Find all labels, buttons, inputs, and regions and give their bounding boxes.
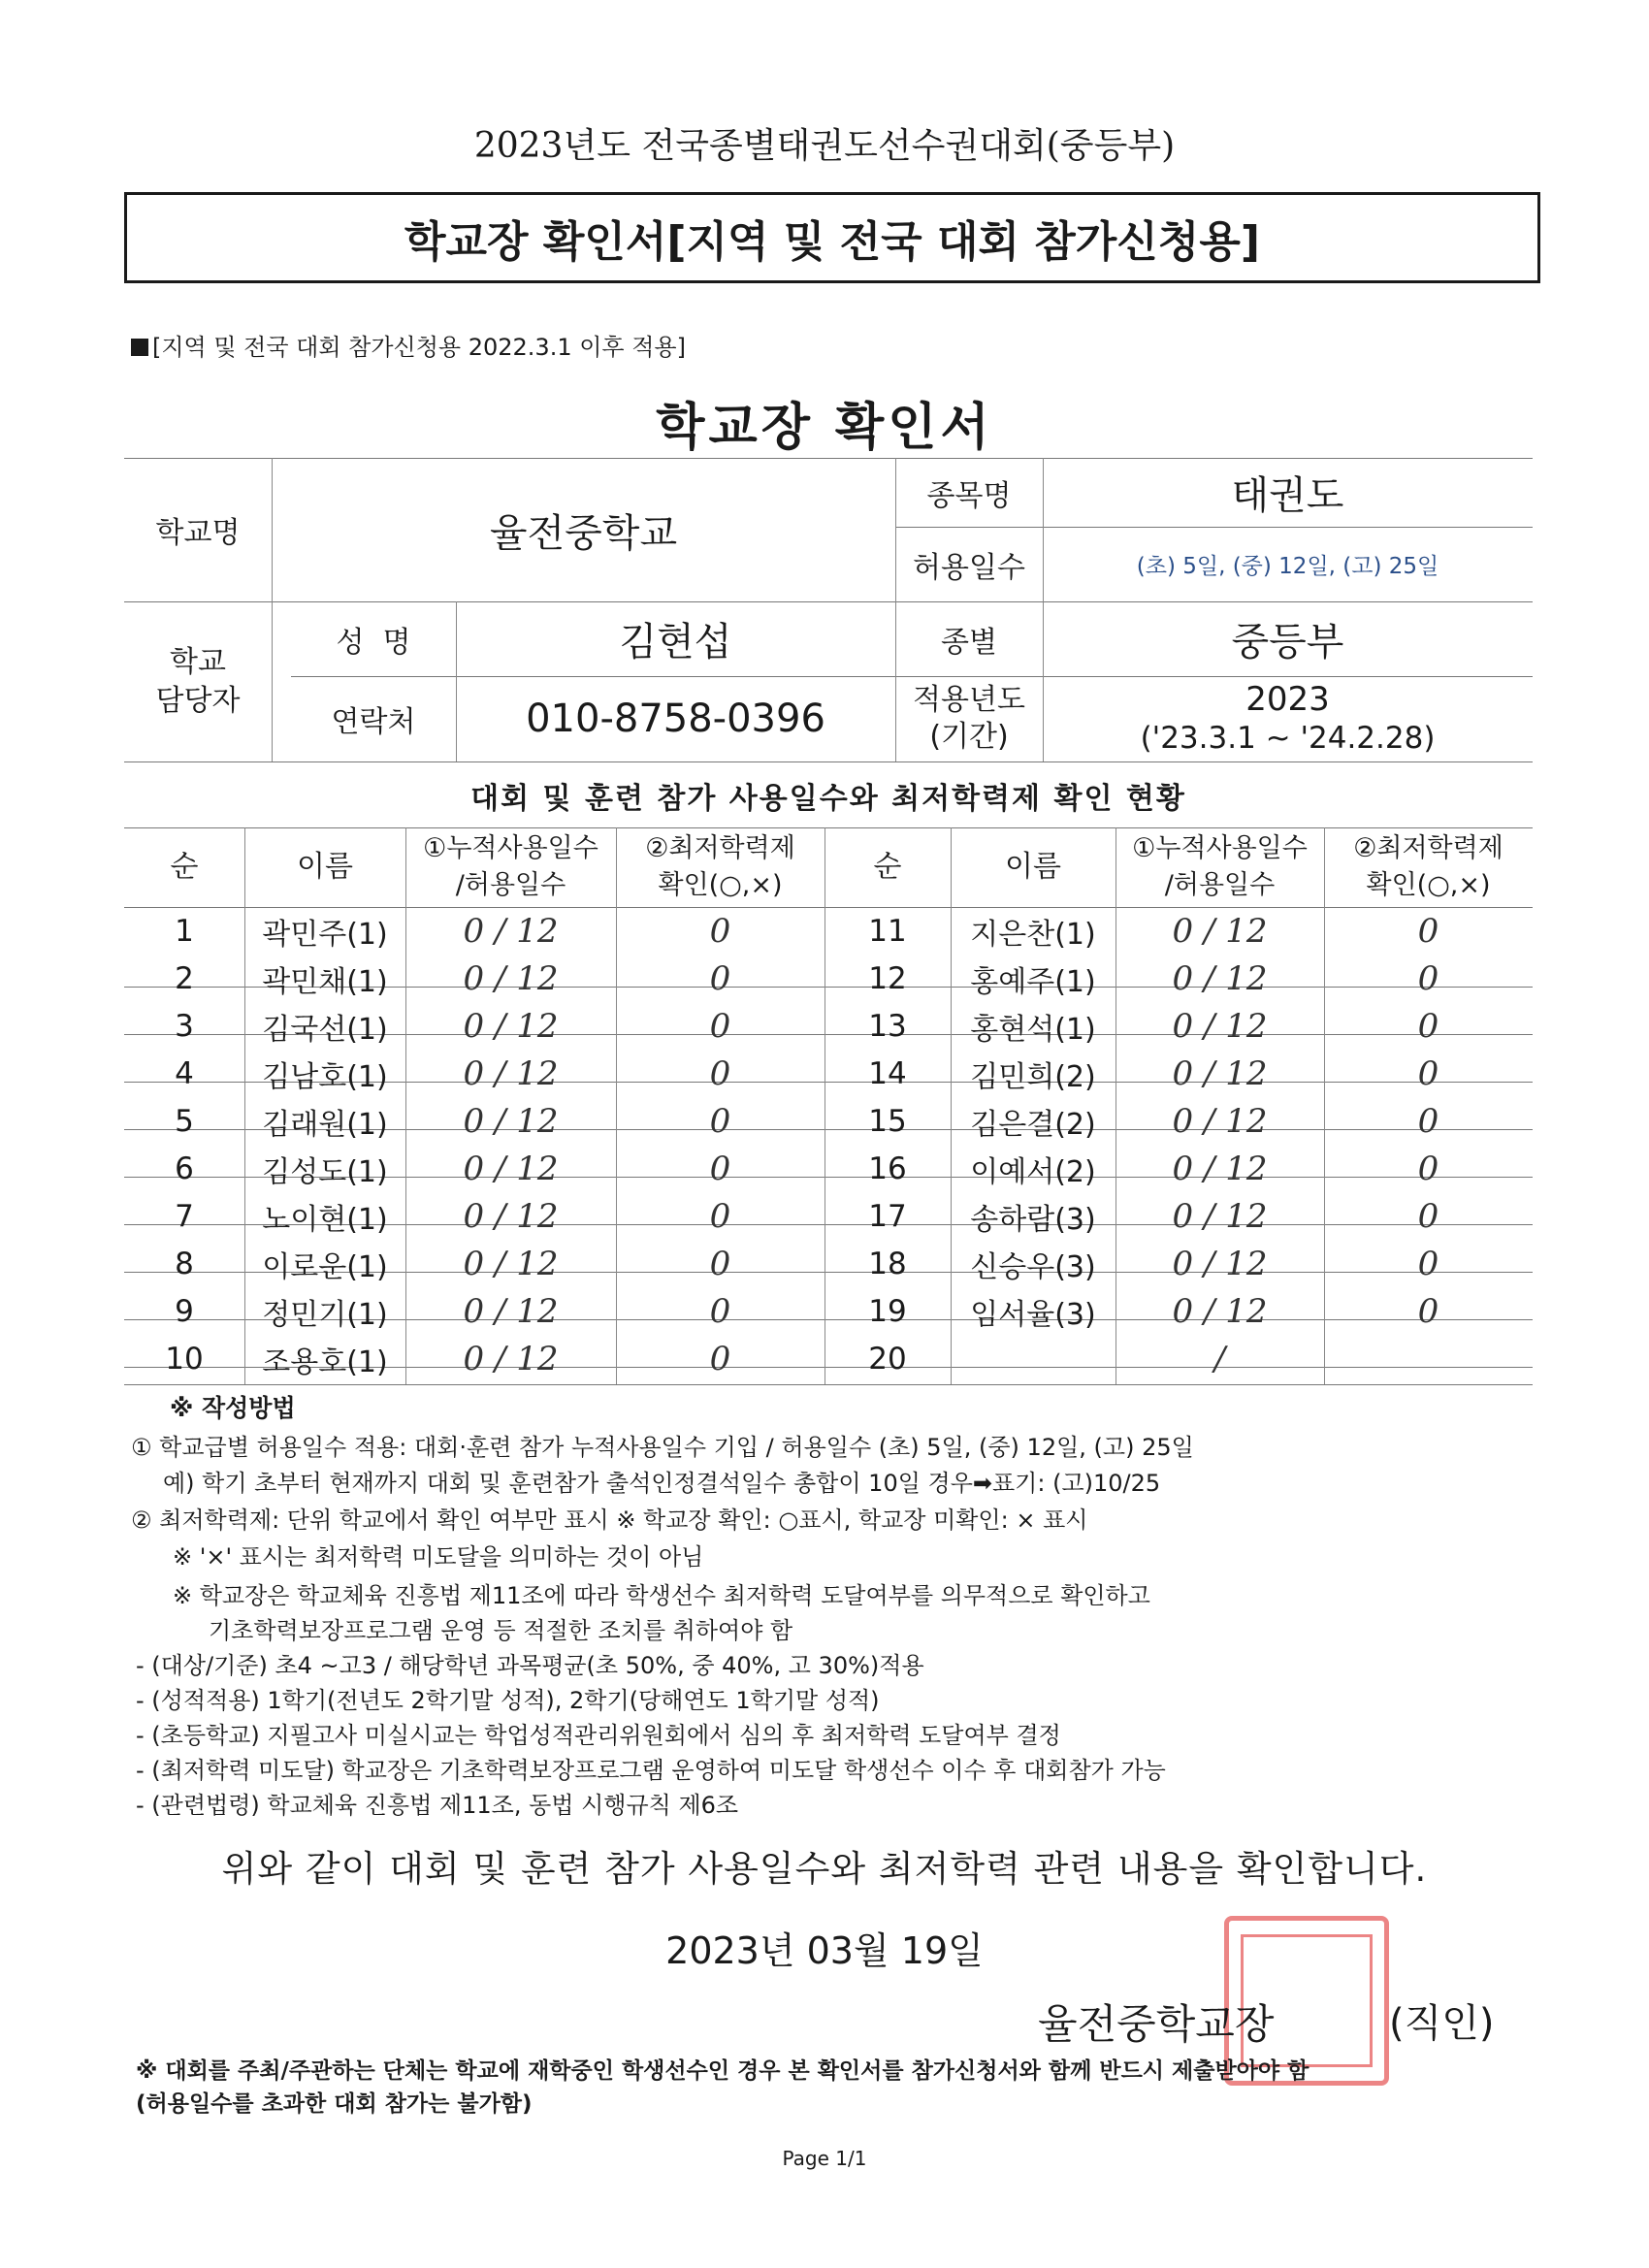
row-check: 0 (709, 1006, 731, 1046)
row-check: 0 (1417, 1149, 1439, 1188)
row-no: 3 (175, 1008, 194, 1044)
row-days: 0 / 12 (463, 1101, 559, 1141)
row-no: 16 (868, 1150, 907, 1186)
row-name: 이로운(1) (262, 1249, 388, 1284)
row-check: 0 (1417, 911, 1439, 951)
row-check: 0 (709, 1149, 731, 1188)
header-check-left (616, 827, 824, 907)
method-line: 기초학력보장프로그램 운영 등 적절한 조치를 취하여야 함 (209, 1617, 793, 1644)
row-no: 5 (175, 1103, 194, 1139)
row-check: 0 (1417, 1006, 1439, 1046)
row-check: 0 (1417, 1101, 1439, 1141)
header-check-line2: 확인(○,×) (1366, 870, 1491, 900)
row-name (951, 1335, 1116, 1382)
row-check: 0 (709, 1053, 731, 1093)
confirmation-text: 위와 같이 대회 및 훈련 참가 사용일수와 최저학력 관련 내용을 확인합니다. (221, 1848, 1428, 1890)
row-no: 17 (868, 1198, 907, 1234)
confirmation-date: 2023년 03월 19일 (665, 1929, 984, 1972)
allowed-days-label: 허용일수 (913, 550, 1025, 585)
method-line: - (대상/기준) 초4 ~고3 / 해당학년 과목평균(초 50%, 중 40%, 고 30%)적용 (136, 1652, 924, 1679)
row-check: 0 (709, 1339, 731, 1378)
school-label: 학교명 (155, 516, 241, 550)
footer-note-line1: ※ 대회를 주최/주관하는 단체는 학교에 재학중인 학생선수인 경우 본 확인서를 참가신청서와 함께 반드시 제출받아야 함 (136, 2058, 1310, 2084)
phone-number: 010-8758-0396 (526, 697, 825, 741)
row-name: 이예서(2) (970, 1154, 1096, 1189)
square-bullet-icon (131, 339, 148, 356)
row-days: 0 / 12 (1172, 1006, 1268, 1046)
header-check-right (1324, 827, 1533, 907)
row-check (1324, 1335, 1533, 1382)
phone-label: 연락처 (331, 705, 416, 739)
footer-note-line2: (허용일수를 초과한 대회 참가는 불가함) (136, 2091, 533, 2117)
row-name: 홍예주(1) (970, 964, 1096, 999)
row-no: 7 (175, 1198, 194, 1234)
status-title: 대회 및 훈련 참가 사용일수와 최저학력제 확인 현황 (470, 782, 1186, 816)
main-title-text: 학교장 확인서[지역 및 전국 대회 참가신청용] (404, 217, 1260, 267)
row-name: 김민희(2) (970, 1059, 1096, 1094)
row-check: 0 (709, 1196, 731, 1236)
method-line: - (초등학교) 지필고사 미실시교는 학업성적관리위원회에서 심의 후 최저학력 도달여부 결정 (136, 1722, 1061, 1749)
row-days: 0 / 12 (1172, 1196, 1268, 1236)
method-line: 예) 학기 초부터 현재까지 대회 및 훈련참가 출석인정결석일수 총합이 10일 경우➡표기: (고)10/25 (163, 1470, 1161, 1497)
person-name-label: 성 명 (336, 625, 411, 660)
row-name: 조용호(1) (262, 1345, 388, 1379)
year-number: 2023 (1245, 680, 1330, 719)
division-value: 중등부 (1231, 620, 1344, 664)
row-name: 노이현(1) (262, 1202, 388, 1237)
year-label-line1: 적용년도 (913, 683, 1025, 717)
person-name: 김현섭 (619, 620, 732, 664)
method-line: ※ '×' 표시는 최저학력 미도달을 의미하는 것이 아님 (173, 1543, 704, 1571)
header-name-right: 이름 (1005, 850, 1061, 884)
page-number: Page 1/1 (782, 2147, 867, 2170)
sport-name: 태권도 (1231, 473, 1344, 518)
row-name: 홍현석(1) (970, 1012, 1096, 1047)
row-no: 20 (868, 1341, 907, 1377)
row-name: 김성도(1) (262, 1154, 388, 1189)
contact-label: 학교 담당자 (155, 644, 241, 718)
header-days-line1: ①누적사용일수 (423, 833, 598, 863)
header-check-line1: ②최저학력제 (1353, 833, 1504, 863)
row-name: 지은찬(1) (970, 917, 1096, 952)
row-days: 0 / 12 (1172, 958, 1268, 998)
header-no-left: 순 (170, 850, 199, 884)
header-check-line2: 확인(○,×) (658, 870, 783, 900)
row-check: 0 (709, 911, 731, 951)
row-check: 0 (1417, 1053, 1439, 1093)
row-days: 0 / 12 (463, 1291, 559, 1331)
header-days-line2: /허용일수 (455, 870, 566, 900)
row-no: 1 (175, 913, 194, 949)
row-check: 0 (709, 1101, 731, 1141)
row-check: 0 (1417, 1196, 1439, 1236)
header-no-right: 순 (873, 850, 902, 884)
row-name: 김국선(1) (262, 1012, 388, 1047)
row-days: 0 / 12 (463, 1006, 559, 1046)
header-days-right (1116, 827, 1324, 907)
row-days: 0 / 12 (463, 1053, 559, 1093)
row-no: 19 (868, 1293, 907, 1329)
header-check-line1: ②최저학력제 (645, 833, 795, 863)
row-check: 0 (1417, 1291, 1439, 1331)
row-no: 9 (175, 1293, 194, 1329)
form-title: 학교장 확인서 (656, 399, 993, 457)
method-line: - (최저학력 미도달) 학교장은 기초학력보장프로그램 운영하여 미도달 학생선수 이수 후 대회참가 가능 (136, 1757, 1166, 1784)
method-line: - (성적적용) 1학기(전년도 2학기말 성적), 2학기(당해연도 1학기말 성적) (136, 1687, 880, 1714)
row-days: 0 / 12 (1172, 1291, 1268, 1331)
row-no: 11 (868, 913, 907, 949)
row-name: 김은결(2) (970, 1107, 1096, 1142)
event-title: 2023년도 전국종별태권도선수권대회(중등부) (473, 126, 1176, 166)
header-days-line2: /허용일수 (1164, 870, 1276, 900)
year-label-line2: (기간) (929, 720, 1009, 754)
footer-note (136, 2055, 1309, 2121)
school-name: 율전중학교 (489, 510, 678, 556)
apply-note (131, 328, 686, 362)
row-name: 곽민채(1) (262, 964, 388, 999)
row-check: 0 (709, 1291, 731, 1331)
method-line: - (관련법령) 학교체육 진흥법 제11조, 동법 시행규칙 제6조 (136, 1792, 739, 1819)
row-check: 0 (709, 958, 731, 998)
row-days: / (1213, 1339, 1226, 1378)
division-label: 종별 (941, 625, 997, 660)
year-period: ('23.3.1 ~ '24.2.28) (1140, 721, 1436, 756)
row-name: 정민기(1) (262, 1297, 388, 1332)
row-no: 8 (175, 1246, 194, 1281)
row-days: 0 / 12 (1172, 1149, 1268, 1188)
row-name: 김래원(1) (262, 1107, 388, 1142)
row-no: 15 (868, 1103, 907, 1139)
row-days: 0 / 12 (463, 1244, 559, 1283)
main-title (124, 192, 1540, 283)
row-name: 신승우(3) (970, 1249, 1096, 1284)
row-no: 13 (868, 1008, 907, 1044)
allowed-days-value: (초) 5일, (중) 12일, (고) 25일 (1136, 554, 1439, 579)
seal-label: (직인) (1389, 2001, 1495, 2046)
year-value (1043, 676, 1533, 761)
row-days: 0 / 12 (1172, 911, 1268, 951)
row-days: 0 / 12 (463, 958, 559, 998)
row-no: 12 (868, 960, 907, 996)
row-name: 곽민주(1) (262, 917, 388, 952)
apply-note-text: [지역 및 전국 대회 참가신청용 2022.3.1 이후 적용] (152, 334, 686, 361)
row-name: 김남호(1) (262, 1059, 388, 1094)
header-days-left (405, 827, 616, 907)
header-days-line1: ①누적사용일수 (1132, 833, 1308, 863)
method-line: ① 학교급별 허용일수 적용: 대회·훈련 참가 누적사용일수 기입 / 허용일수 (초) 5일, (중) 12일, (고) 25일 (131, 1434, 1194, 1461)
method-title: ※ 작성방법 (170, 1394, 296, 1422)
row-no: 14 (868, 1055, 907, 1091)
row-check: 0 (1417, 1244, 1439, 1283)
row-no: 6 (175, 1150, 194, 1186)
row-no: 4 (175, 1055, 194, 1091)
row-days: 0 / 12 (463, 1196, 559, 1236)
year-label (895, 676, 1043, 761)
row-days: 0 / 12 (1172, 1101, 1268, 1141)
row-days: 0 / 12 (463, 1339, 559, 1378)
method-line: ② 최저학력제: 단위 학교에서 확인 여부만 표시 ※ 학교장 확인: ○표시, 학교장 미확인: × 표시 (131, 1507, 1088, 1534)
row-days: 0 / 12 (1172, 1053, 1268, 1093)
row-days: 0 / 12 (1172, 1244, 1268, 1283)
sport-label: 종목명 (926, 478, 1012, 513)
row-no: 10 (165, 1341, 204, 1377)
row-days: 0 / 12 (463, 1149, 559, 1188)
row-no: 18 (868, 1246, 907, 1281)
principal-title: 율전중학교장 (1038, 2000, 1275, 2048)
row-name: 송하람(3) (970, 1202, 1096, 1237)
row-days: 0 / 12 (463, 911, 559, 951)
row-check: 0 (1417, 958, 1439, 998)
header-name-left: 이름 (297, 850, 353, 884)
row-check: 0 (709, 1244, 731, 1283)
row-name: 임서율(3) (970, 1297, 1096, 1332)
method-line: ※ 학교장은 학교체육 진흥법 제11조에 따라 학생선수 최저학력 도달여부를 의무적으로 확인하고 (173, 1582, 1150, 1609)
row-no: 2 (175, 960, 194, 996)
